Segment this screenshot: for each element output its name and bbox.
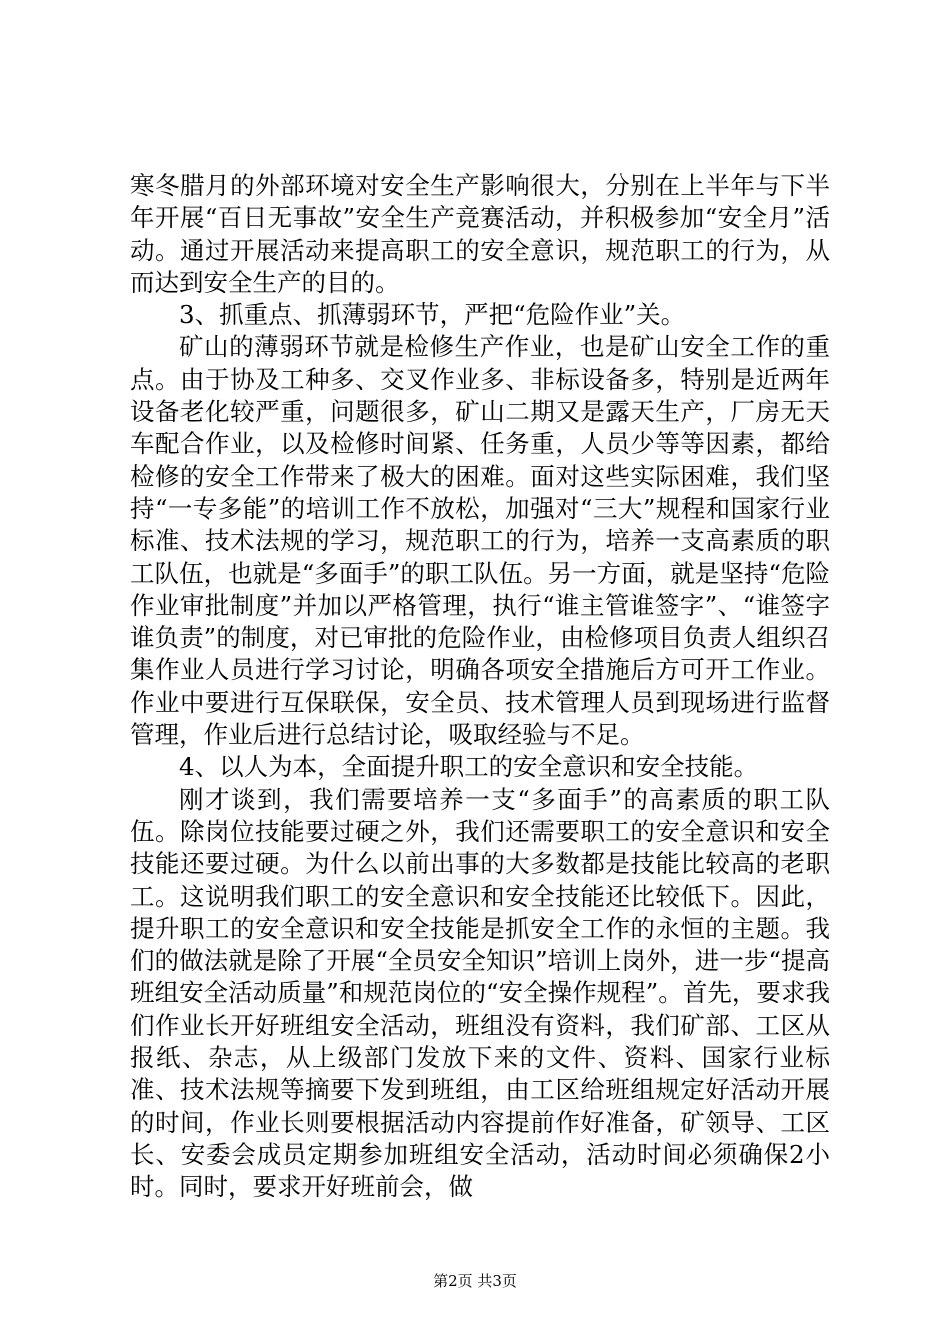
paragraph-5: 刚才谈到，我们需要培养一支“多面手”的高素质的职工队伍。除岗位技能要过硬之外，我们还需要职工的安全意识和安全技能还要过硬。为什么以前出事的大多数都是技能比较高的老职工。这说明我们职工的安全意识和安全技能还比较低下。因此，提升职工的安全意识和安全技能是抓安全工作的永恒的主题。我们的做法就是除了开展“全员安全知识”培训上岗外，进一步“提高班组安全活动质量”和规范岗位的“安全操作规程”。首先，要求我们作业长开好班组安全活动，班组没有资料，我们矿部、工区从报纸、杂志，从上级部门发放下来的文件、资料、国家行业标准、技术法规等摘要下发到班组，由工区给班组规定好活动开展的时间，作业长则要根据活动内容提前作好准备，矿领导、工区长、安委会成员定期参加班组安全活动，活动时间必须确保2小时。同时，要求开好班前会，做: [130, 784, 830, 1202]
body-text: [130, 170, 830, 1204]
paragraph-3: 矿山的薄弱环节就是检修生产作业，也是矿山安全工作的重点。由于协及工种多、交叉作业多、非标设备多，特别是近两年设备老化较严重，问题很多，矿山二期又是露天生产，厂房无天车配合作业，以及检修时间紧、任务重，人员少等等因素，都给检修的安全工作带来了极大的困难。面对这些实际困难，我们坚持“一专多能”的培训工作不放松，加强对“三大”规程和国家行业标准、技术法规的学习，规范职工的行为，培养一支高素质的职工队伍，也就是“多面手”的职工队伍。另一方面，就是坚持“危险作业审批制度”并加以严格管理，执行“谁主管谁签字”、“谁签字谁负责”的制度，对已审批的危险作业，由检修项目负责人组织召集作业人员进行学习讨论，明确各项安全措施后方可开工作业。作业中要进行互保联保，安全员、技术管理人员到现场进行监督管理，作业后进行总结讨论，吸取经验与不足。: [130, 332, 830, 750]
paragraph-4-heading: 4、以人为本，全面提升职工的安全意识和安全技能。: [179, 752, 759, 782]
page-footer: 第2页 共3页: [433, 1272, 517, 1290]
paragraph-1: 寒冬腊月的外部环境对安全生产影响很大，分别在上半年与下半年开展“百日无事故”安全生产竞赛活动，并积极参加“安全月”活动。通过开展活动来提高职工的安全意识，规范职工的行为，从而达到安全生产的目的。: [130, 171, 830, 297]
paragraph-2-heading: 3、抓重点、抓薄弱环节，严把“危险作业”关。: [179, 300, 686, 330]
